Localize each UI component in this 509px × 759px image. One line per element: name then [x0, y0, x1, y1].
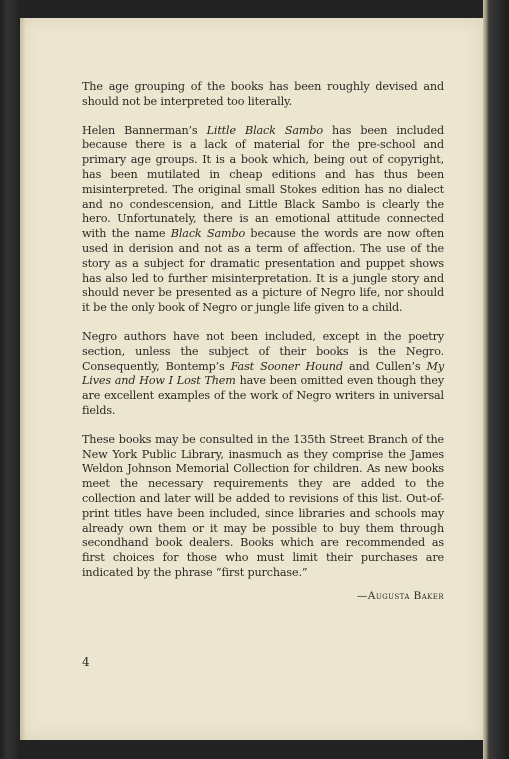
paragraph-negro-authors [82, 330, 444, 419]
text-run: because the words are now often used in derision and not as a term of affection. The use of the story as a subject for dramatic presentation and puppet shows has also led to further misinterpretation. It is a jungle story and should never be presented as a picture of Negro life, nor should it be the only book of Negro or jungle life given to a child. [82, 227, 444, 315]
text-run: Negro authors have not been included, except in the poetry section, unless the subject of their books is the Negro. Consequently, Bontemp’s [82, 329, 444, 373]
text-run: Helen Bannerman’s [82, 123, 207, 137]
page-gutter-shadow [20, 18, 26, 740]
page-number: 4 [82, 655, 90, 669]
paragraph-black-sambo [82, 124, 444, 316]
text-run: have been omitted even though they are excellent examples of the work of Negro writers in universal fields. [82, 374, 445, 417]
body-text [82, 80, 444, 604]
paragraph-library-collection: These books may be consulted in the 135th Street Branch of the New York Public Library, inasmuch as they comprise the James Weldon Johnson Memorial Collection for children. As new books meet the necessary requirements they are added to the collection and later will be added to revisions of this list. Out-of-print titles have been included, since libraries and schools may already own them or it may be possible to buy them through secondhand book dealers. Books which are recommended as first choices for those who must limit their purchases are indicated by the phrase “first purchase.” [82, 432, 444, 579]
paragraph-age-grouping: The age grouping of the books has been roughly devised and should not be interpreted too literally. [82, 80, 444, 108]
book-title-fast-sooner-hound: Fast Sooner Hound [230, 359, 343, 373]
text-run: and Cullen’s [342, 359, 427, 373]
author-signature: —Augusta Baker [356, 589, 444, 602]
book-title-my-lives: My Lives and How I Lost Them [82, 359, 444, 388]
book-edge [483, 0, 509, 759]
book-title-black-sambo: Black Sambo [170, 227, 246, 241]
text-run: has been included because there is a lack of material for the pre-school and primary age groups. It is a book which, being out of copyright, has been mutilated in cheap editions and has thus been misinterpreted. The original small Stokes edition has no dialect and no condescension, and Little Black Sambo is clearly the hero. Unfortunately, there is an emotional attitude connected with the name [82, 123, 444, 241]
book-title-little-black-sambo: Little Black Sambo [206, 123, 323, 137]
